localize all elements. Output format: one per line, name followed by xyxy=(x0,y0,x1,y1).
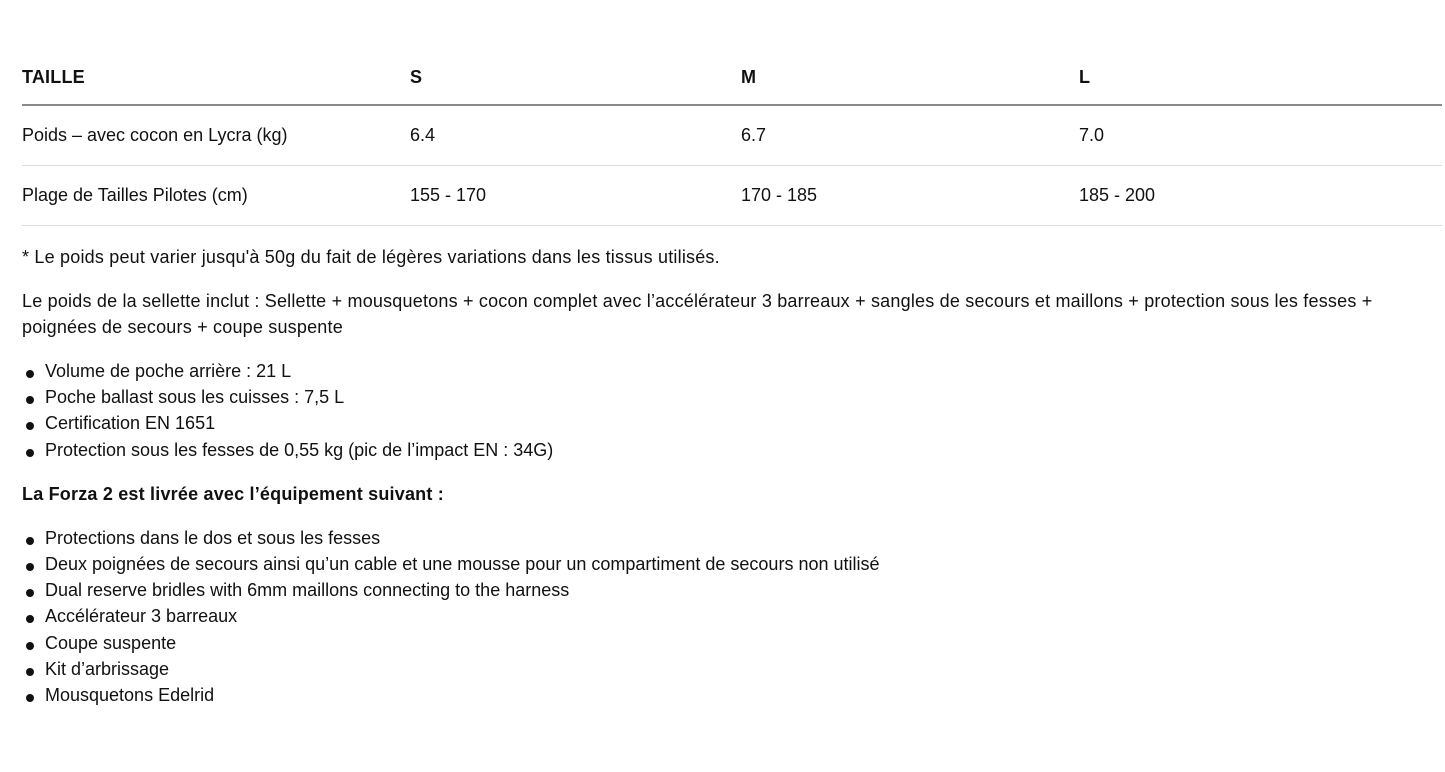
spec-list xyxy=(22,358,1442,463)
bullet-icon xyxy=(26,563,34,571)
row-label: Poids – avec cocon en Lycra (kg) xyxy=(22,105,410,166)
list-item: Protection sous les fesses de 0,55 kg (pic de l’impact EN : 34G) xyxy=(22,437,1442,463)
header-size-m: M xyxy=(741,50,1079,105)
equipment-heading: La Forza 2 est livrée avec l’équipement suivant : xyxy=(22,483,444,504)
list-item: Deux poignées de secours ainsi qu’un cable et une mousse pour un compartiment de secours non utilisé xyxy=(22,551,1442,577)
bullet-icon xyxy=(26,642,34,650)
cell-value: 185 - 200 xyxy=(1079,166,1442,226)
list-item: Protections dans le dos et sous les fesses xyxy=(22,525,1442,551)
table-header-row xyxy=(22,50,1442,105)
bullet-icon xyxy=(26,589,34,597)
row-label: Plage de Tailles Pilotes (cm) xyxy=(22,166,410,226)
list-item: Accélérateur 3 barreaux xyxy=(22,603,1442,629)
table-row xyxy=(22,105,1442,166)
weight-note: * Le poids peut varier jusqu'à 50g du fait de légères variations dans les tissus utilisés. xyxy=(22,247,720,267)
table-row xyxy=(22,166,1442,226)
header-size-l: L xyxy=(1079,50,1442,105)
page-content xyxy=(0,50,1445,708)
list-item: Coupe suspente xyxy=(22,630,1442,656)
bullet-icon xyxy=(26,615,34,623)
list-item: Kit d’arbrissage xyxy=(22,656,1442,682)
list-item: Certification EN 1651 xyxy=(22,410,1442,436)
equipment-list xyxy=(22,525,1442,708)
bullet-icon xyxy=(26,537,34,545)
bullet-icon xyxy=(26,694,34,702)
size-table xyxy=(22,50,1442,226)
bullet-icon xyxy=(26,668,34,676)
cell-value: 6.7 xyxy=(741,105,1079,166)
list-item: Dual reserve bridles with 6mm maillons connecting to the harness xyxy=(22,577,1442,603)
cell-value: 7.0 xyxy=(1079,105,1442,166)
bullet-icon xyxy=(26,396,34,404)
bullet-icon xyxy=(26,449,34,457)
header-taille: TAILLE xyxy=(22,50,410,105)
list-item: Poche ballast sous les cuisses : 7,5 L xyxy=(22,384,1442,410)
list-item: Mousquetons Edelrid xyxy=(22,682,1442,708)
list-item: Volume de poche arrière : 21 L xyxy=(22,358,1442,384)
cell-value: 6.4 xyxy=(410,105,741,166)
bullet-icon xyxy=(26,370,34,378)
cell-value: 155 - 170 xyxy=(410,166,741,226)
weight-includes: Le poids de la sellette inclut : Sellette + mousquetons + cocon complet avec l’accélérateur 3 barreaux + sangles de secours et maillons + protection sous les fesses + poignées de secours + coupe suspente xyxy=(22,291,1373,337)
bullet-icon xyxy=(26,422,34,430)
cell-value: 170 - 185 xyxy=(741,166,1079,226)
header-size-s: S xyxy=(410,50,741,105)
